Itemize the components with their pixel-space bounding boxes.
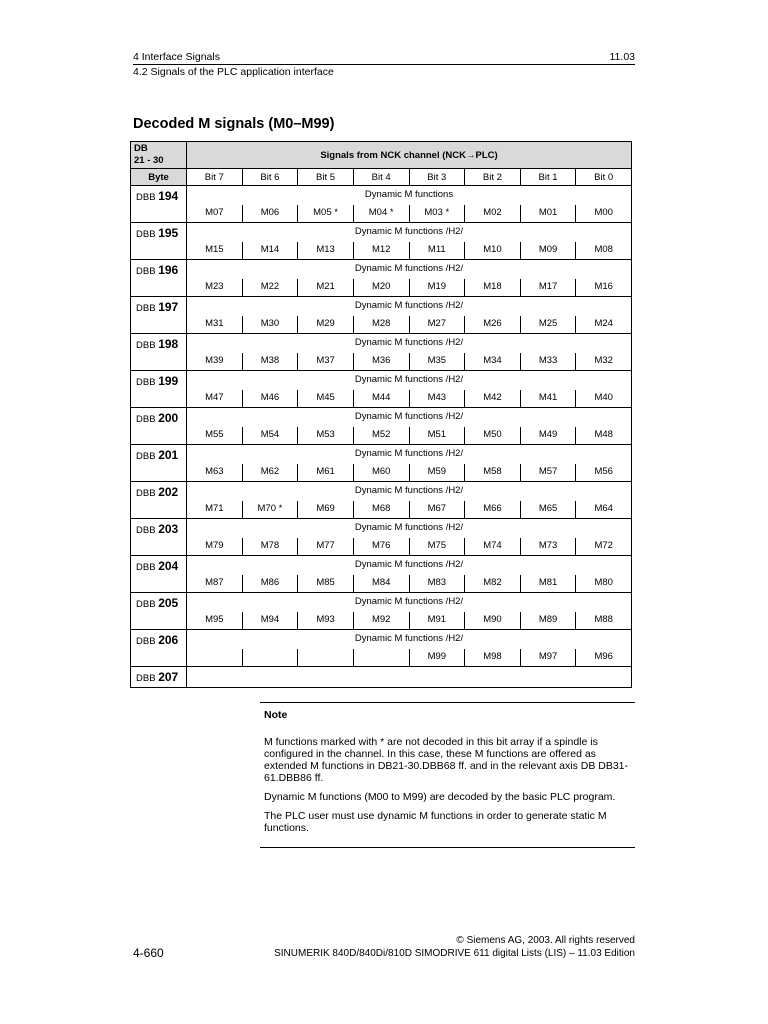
table-row <box>131 445 632 482</box>
table-row <box>131 556 632 593</box>
dbb-number: 195 <box>158 226 179 240</box>
table-row <box>131 223 632 260</box>
m-signal: M59 <box>409 464 465 481</box>
m-signal: M61 <box>297 464 353 481</box>
empty-signal-cell <box>187 667 632 688</box>
bit-header: Bit 1 <box>520 169 576 186</box>
signal-description: Dynamic M functions /H2/ <box>354 559 464 570</box>
signal-cell <box>187 334 632 371</box>
m-signal: M23 <box>205 281 224 292</box>
m-signal: M34 <box>464 353 520 370</box>
signal-cell <box>187 408 632 445</box>
bit-values <box>187 427 631 444</box>
m-signal: M17 <box>520 279 576 296</box>
byte-label: Byte <box>131 169 187 186</box>
dbb-cell <box>131 667 187 688</box>
signal-cell <box>187 260 632 297</box>
dbb-prefix: DBB <box>136 451 156 462</box>
m-signal: M54 <box>242 427 298 444</box>
m-signal: M39 <box>205 355 224 366</box>
m-signal: M70 * <box>242 501 298 518</box>
m-signal: M72 <box>575 538 631 555</box>
m-signal: M65 <box>520 501 576 518</box>
signal-description: Dynamic M functions /H2/ <box>354 300 464 311</box>
table-row <box>131 371 632 408</box>
note-paragraph: Dynamic M functions (M00 to M99) are decoded by the basic PLC program. <box>264 791 616 803</box>
signal-cell <box>187 630 632 667</box>
m-signal: M78 <box>242 538 298 555</box>
signal-cell <box>187 297 632 334</box>
dbb-number: 199 <box>158 374 179 388</box>
m-signal: M27 <box>409 316 465 333</box>
bit-header: Bit 0 <box>576 169 632 186</box>
copyright-notice: © Siemens AG, 2003. All rights reserved <box>456 935 635 946</box>
dbb-number: 202 <box>158 485 179 499</box>
signal-description: Dynamic M functions /H2/ <box>354 337 464 348</box>
table-row <box>131 297 632 334</box>
dbb-number: 207 <box>158 670 179 684</box>
m-signal: M74 <box>464 538 520 555</box>
note-paragraph: The PLC user must use dynamic M functions in order to generate static M functions. <box>264 810 607 834</box>
m-signal: M05 * <box>297 205 353 222</box>
m-signal: M68 <box>353 501 409 518</box>
m-signal: M02 <box>464 205 520 222</box>
m-signal: M46 <box>242 390 298 407</box>
bit-header: Bit 3 <box>409 169 465 186</box>
dbb-cell <box>131 186 187 223</box>
dbb-prefix: DBB <box>136 340 156 351</box>
m-signal <box>242 649 298 666</box>
m-signal: M10 <box>464 242 520 259</box>
bit-values <box>187 612 631 629</box>
m-signal: M69 <box>297 501 353 518</box>
dbb-number: 197 <box>158 300 179 314</box>
m-signal: M85 <box>297 575 353 592</box>
table-row <box>131 408 632 445</box>
m-signal: M04 * <box>353 205 409 222</box>
section-title: 4.2 Signals of the PLC application interface <box>133 66 334 78</box>
dbb-cell <box>131 593 187 630</box>
dbb-prefix: DBB <box>136 303 156 314</box>
m-signal: M99 <box>409 649 465 666</box>
m-signal: M86 <box>242 575 298 592</box>
bit-values <box>187 205 631 222</box>
bit-values <box>187 464 631 481</box>
m-signal: M29 <box>297 316 353 333</box>
m-signal: M63 <box>205 466 224 477</box>
signal-cell <box>187 445 632 482</box>
dbb-number: 194 <box>158 189 179 203</box>
note-paragraph: M functions marked with * are not decoded in this bit array if a spindle is configured in the channel. In this case, these M functions are offered as extended M functions in DB21-30.DBB68 ff. and in the relevant axis DB DB31-61.DBB86 ff. <box>264 736 629 784</box>
m-signal: M47 <box>205 392 224 403</box>
m-signal: M58 <box>464 464 520 481</box>
m-signal: M81 <box>520 575 576 592</box>
signal-description: Dynamic M functions /H2/ <box>354 263 464 274</box>
m-signal: M22 <box>242 279 298 296</box>
bit-values <box>187 353 631 370</box>
m-signal: M48 <box>575 427 631 444</box>
m-signal: M32 <box>575 353 631 370</box>
signal-cell <box>187 593 632 630</box>
m-signal: M84 <box>353 575 409 592</box>
m-signal: M01 <box>520 205 576 222</box>
bit-header-row <box>131 169 632 186</box>
dbb-cell <box>131 371 187 408</box>
m-signal: M80 <box>575 575 631 592</box>
bit-values <box>187 649 631 666</box>
m-signal: M64 <box>575 501 631 518</box>
m-signal: M19 <box>409 279 465 296</box>
m-signal: M76 <box>353 538 409 555</box>
m-signal: M55 <box>205 429 224 440</box>
bit-header: Bit 5 <box>298 169 354 186</box>
signal-description: Dynamic M functions /H2/ <box>354 633 464 644</box>
bit-values <box>187 390 631 407</box>
edition-label: 11.03 <box>609 51 635 63</box>
m-signal: M13 <box>297 242 353 259</box>
signal-description: Dynamic M functions /H2/ <box>354 448 464 459</box>
m-signal <box>353 649 409 666</box>
m-signal: M95 <box>205 614 224 625</box>
m-signal: M90 <box>464 612 520 629</box>
table-row <box>131 186 632 223</box>
m-signal: M45 <box>297 390 353 407</box>
m-signal: M50 <box>464 427 520 444</box>
table-row <box>131 334 632 371</box>
signal-cell <box>187 482 632 519</box>
dbb-prefix: DBB <box>136 377 156 388</box>
page-title: Decoded M signals (M0–M99) <box>133 116 335 132</box>
signals-table <box>130 141 632 688</box>
m-signal: M40 <box>575 390 631 407</box>
m-signal: M83 <box>409 575 465 592</box>
m-signal: M14 <box>242 242 298 259</box>
dbb-number: 205 <box>158 596 179 610</box>
m-signal: M98 <box>464 649 520 666</box>
m-signal: M56 <box>575 464 631 481</box>
dbb-cell <box>131 519 187 556</box>
table-row <box>131 593 632 630</box>
m-signal: M11 <box>409 242 465 259</box>
m-signal: M00 <box>575 205 631 222</box>
m-signal: M57 <box>520 464 576 481</box>
db-label-cell <box>131 142 187 169</box>
dbb-number: 203 <box>158 522 179 536</box>
bit-header: Bit 2 <box>465 169 521 186</box>
table-header-row <box>131 142 632 169</box>
m-signal: M24 <box>575 316 631 333</box>
m-signal: M77 <box>297 538 353 555</box>
signal-description: Dynamic M functions /H2/ <box>354 411 464 422</box>
table-row <box>131 482 632 519</box>
section-header <box>133 66 635 78</box>
table-row <box>131 260 632 297</box>
m-signal: M42 <box>464 390 520 407</box>
dbb-cell <box>131 334 187 371</box>
m-signal: M91 <box>409 612 465 629</box>
signal-description: Dynamic M functions /H2/ <box>354 485 464 496</box>
dbb-cell <box>131 260 187 297</box>
m-signal: M21 <box>297 279 353 296</box>
m-signal: M89 <box>520 612 576 629</box>
m-signal: M09 <box>520 242 576 259</box>
m-signal: M37 <box>297 353 353 370</box>
bit-values <box>187 538 631 555</box>
dbb-cell <box>131 445 187 482</box>
dbb-prefix: DBB <box>136 229 156 240</box>
dbb-number: 201 <box>158 448 179 462</box>
m-signal: M36 <box>353 353 409 370</box>
dbb-number: 198 <box>158 337 179 351</box>
m-signal: M96 <box>575 649 631 666</box>
dbb-cell <box>131 223 187 260</box>
dbb-prefix: DBB <box>136 266 156 277</box>
table-row <box>131 519 632 556</box>
bit-values <box>187 501 631 518</box>
m-signal: M18 <box>464 279 520 296</box>
m-signal <box>187 649 242 666</box>
m-signal: M51 <box>409 427 465 444</box>
m-signal: M73 <box>520 538 576 555</box>
m-signal: M03 * <box>409 205 465 222</box>
m-signal: M31 <box>205 318 224 329</box>
page-number: 4-660 <box>133 946 164 960</box>
m-signal: M71 <box>205 503 224 514</box>
m-signal: M38 <box>242 353 298 370</box>
m-signal: M88 <box>575 612 631 629</box>
signal-cell <box>187 371 632 408</box>
m-signal: M30 <box>242 316 298 333</box>
m-signal: M66 <box>464 501 520 518</box>
m-signal: M49 <box>520 427 576 444</box>
bit-values <box>187 279 631 296</box>
table-row <box>131 630 632 667</box>
bit-header: Bit 6 <box>242 169 298 186</box>
dbb-number: 206 <box>158 633 179 647</box>
table-row <box>131 667 632 688</box>
m-signal: M20 <box>353 279 409 296</box>
m-signal: M79 <box>205 540 224 551</box>
running-header <box>133 51 635 65</box>
bit-header: Bit 7 <box>187 169 243 186</box>
signal-description: Dynamic M functions /H2/ <box>354 226 464 237</box>
m-signal: M97 <box>520 649 576 666</box>
m-signal: M82 <box>464 575 520 592</box>
chapter-title: 4 Interface Signals <box>133 51 220 63</box>
dbb-prefix: DBB <box>136 636 156 647</box>
m-signal <box>297 649 353 666</box>
m-signal: M62 <box>242 464 298 481</box>
dbb-cell <box>131 482 187 519</box>
signal-cell <box>187 223 632 260</box>
m-signal: M26 <box>464 316 520 333</box>
m-signal: M53 <box>297 427 353 444</box>
db-range-label: 21 - 30 <box>134 155 164 166</box>
note-box <box>260 702 635 848</box>
dbb-prefix: DBB <box>136 673 156 684</box>
m-signal: M35 <box>409 353 465 370</box>
note-heading: Note <box>264 709 288 721</box>
signal-description: Dynamic M functions /H2/ <box>354 522 464 533</box>
m-signal: M08 <box>575 242 631 259</box>
m-signal: M93 <box>297 612 353 629</box>
db-label: DB <box>134 143 148 154</box>
m-signal: M16 <box>575 279 631 296</box>
dbb-cell <box>131 556 187 593</box>
dbb-number: 200 <box>158 411 179 425</box>
m-signal: M75 <box>409 538 465 555</box>
m-signal: M94 <box>242 612 298 629</box>
signal-cell <box>187 186 632 223</box>
signal-cell <box>187 556 632 593</box>
m-signal: M92 <box>353 612 409 629</box>
dbb-prefix: DBB <box>136 525 156 536</box>
bit-header: Bit 4 <box>353 169 409 186</box>
signal-description: Dynamic M functions /H2/ <box>354 374 464 385</box>
m-signal: M28 <box>353 316 409 333</box>
signal-description: Dynamic M functions /H2/ <box>354 596 464 607</box>
dbb-prefix: DBB <box>136 192 156 203</box>
m-signal: M52 <box>353 427 409 444</box>
m-signal: M44 <box>353 390 409 407</box>
manual-title: SINUMERIK 840D/840Di/810D SIMODRIVE 611 digital Lists (LIS) – 11.03 Edition <box>274 948 635 959</box>
dbb-cell <box>131 408 187 445</box>
m-signal: M43 <box>409 390 465 407</box>
m-signal: M15 <box>205 244 224 255</box>
m-signal: M41 <box>520 390 576 407</box>
m-signal: M07 <box>205 207 224 218</box>
m-signal: M12 <box>353 242 409 259</box>
m-signal: M60 <box>353 464 409 481</box>
dbb-number: 196 <box>158 263 179 277</box>
m-signal: M06 <box>242 205 298 222</box>
dbb-prefix: DBB <box>136 599 156 610</box>
m-signal: M25 <box>520 316 576 333</box>
dbb-prefix: DBB <box>136 414 156 425</box>
bit-values <box>187 316 631 333</box>
signals-heading: Signals from NCK channel (NCK→PLC) <box>187 142 632 169</box>
m-signal: M33 <box>520 353 576 370</box>
dbb-number: 204 <box>158 559 179 573</box>
bit-values <box>187 575 631 592</box>
signal-cell <box>187 519 632 556</box>
m-signal: M67 <box>409 501 465 518</box>
dbb-prefix: DBB <box>136 488 156 499</box>
signal-description: Dynamic M functions <box>364 189 454 200</box>
dbb-cell <box>131 297 187 334</box>
m-signal: M87 <box>205 577 224 588</box>
bit-values <box>187 242 631 259</box>
dbb-cell <box>131 630 187 667</box>
dbb-prefix: DBB <box>136 562 156 573</box>
